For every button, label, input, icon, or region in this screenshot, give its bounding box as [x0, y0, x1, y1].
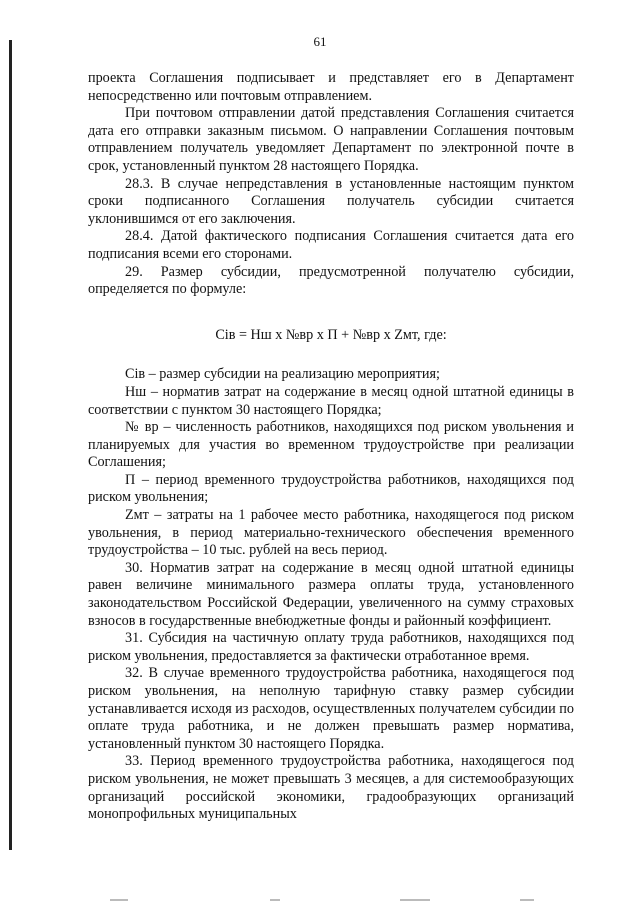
- paragraph: проекта Соглашения подписывает и представляет его в Департамент непосредственно или почтовым отправлением.: [88, 70, 574, 104]
- paragraphs-top: [88, 70, 574, 299]
- paragraph: 31. Субсидия на частичную оплату труда работников, находящихся под риском увольнения, предоставляется за фактически отработанное время.: [88, 630, 574, 664]
- paragraph: 32. В случае временного трудоустройства работника, находящегося под риском увольнения, на неполную тарифную ставку размер субсидии устанавливается исходя из расходов, осуществленных получателем субсидии по оплате труда работника, и не должен превышать размер норматива, установленный пунктом 30 настоящего Порядка.: [88, 665, 574, 752]
- page-number: 61: [313, 34, 327, 49]
- scan-edge-line: [9, 40, 12, 850]
- paragraph: Cів – размер субсидии на реализацию мероприятия;: [125, 366, 440, 383]
- paragraph: 28.3. В случае непредставления в установленные настоящим пунктом сроки подписанного Соглашения получатель субсидии считается уклонившимся от его заключения.: [88, 175, 574, 227]
- paragraph: При почтовом отправлении датой представления Соглашения считается дата его отправки заказным письмом. О направлении Соглашения почтовым отправлением получатель уведомляет Департамент по электронной почте в срок, установленный пунктом 28 настоящего Порядка.: [88, 105, 574, 174]
- document-body: [88, 70, 574, 824]
- paragraphs-bottom: [88, 366, 574, 823]
- paragraph: 29. Размер субсидии, предусмотренной получателю субсидии, определяется по формуле:: [88, 263, 574, 298]
- scan-noise: [0, 895, 640, 901]
- paragraph: 33. Период временного трудоустройства работника, находящегося под риском увольнения, не может превышать 3 месяцев, а для системообразующих организаций российской экономики, градообразующих организаций монопрофильных муниципальных: [88, 753, 574, 823]
- paragraph: 30. Норматив затрат на содержание в месяц одной штатной единицы равен величине минимального размера оплаты труда, установленного законодательством Российской Федерации, увеличенного на сумму страховых взносов в государственные внебюджетные фонды и районный коэффициент.: [88, 559, 574, 629]
- paragraph: П – период временного трудоустройства работников, находящихся под риском увольнения;: [88, 471, 574, 506]
- paragraph: 28.4. Датой фактического подписания Соглашения считается дата его подписания всеми его сторонами.: [88, 228, 574, 262]
- subsidy-formula: Cів = Нш х №вр х П + №вр х Zмт, где:: [215, 326, 447, 343]
- paragraph: № вр – численность работников, находящихся под риском увольнения и планируемых для участия во временном трудоустройстве при реализации Соглашения;: [88, 419, 574, 471]
- paragraph: Нш – норматив затрат на содержание в месяц одной штатной единицы в соответствии с пунктом 30 настоящего Порядка;: [88, 383, 574, 418]
- paragraph: Zмт – затраты на 1 рабочее место работника, находящегося под риском увольнения, в период материально-технического обеспечения временного трудоустройства – 10 тыс. рублей на весь период.: [88, 507, 574, 559]
